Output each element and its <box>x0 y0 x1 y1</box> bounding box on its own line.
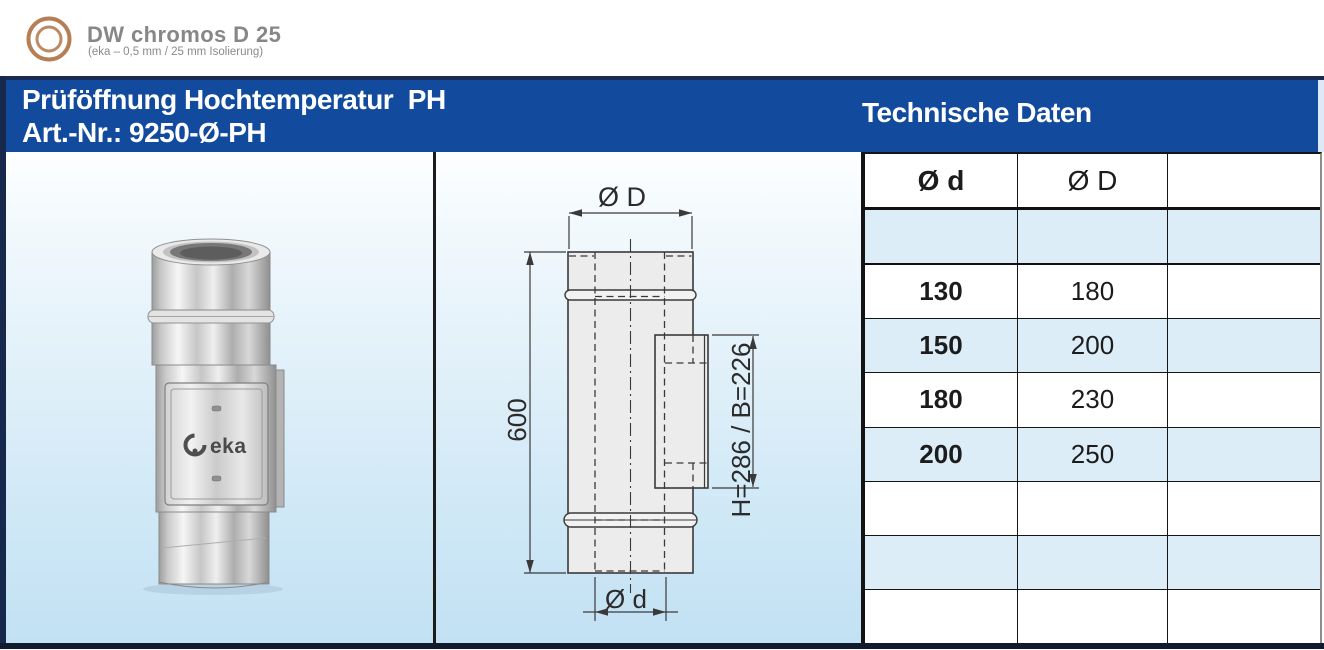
dimension-label-height: 600 <box>502 398 532 442</box>
table-cell <box>865 590 1018 643</box>
table-row <box>865 265 1320 319</box>
dimension-label-inner-diameter: Ø d <box>605 584 647 614</box>
header-edge-strip <box>1318 80 1324 152</box>
inspection-door-outline <box>655 335 708 488</box>
table-cell <box>1168 373 1320 426</box>
brand-rings-icon <box>26 16 72 62</box>
brand-title: DW chromos D 25 <box>87 22 282 47</box>
table-cell <box>865 482 1018 535</box>
table-cell <box>1018 482 1168 535</box>
table-cell <box>865 210 1018 263</box>
photo-panel <box>6 152 433 643</box>
header-titles <box>22 83 446 149</box>
brand-subtitle: (eka – 0,5 mm / 25 mm Isolierung) <box>88 46 264 58</box>
table-cell <box>1168 428 1320 481</box>
table-cell <box>1168 265 1320 318</box>
table-cell: 250 <box>1018 428 1168 481</box>
table-cell: 200 <box>1018 319 1168 372</box>
table-cell <box>1168 319 1320 372</box>
product-title: Prüföffnung Hochtemperatur PH <box>22 84 446 115</box>
technical-data-table <box>861 152 1322 643</box>
table-cell <box>1018 536 1168 589</box>
table-row <box>865 319 1320 373</box>
drawing-panel <box>436 152 861 643</box>
table-cell <box>1168 210 1320 263</box>
table-cell <box>865 536 1018 589</box>
table-row <box>865 536 1320 590</box>
table-cell: 180 <box>865 373 1018 426</box>
table-header-row <box>865 154 1320 210</box>
table-cell <box>1168 536 1320 589</box>
header-bar <box>6 80 1318 152</box>
table-row <box>865 590 1320 643</box>
table-cell: 230 <box>1018 373 1168 426</box>
article-number: Art.-Nr.: 9250-Ø-PH <box>22 117 267 148</box>
table-cell: 130 <box>865 265 1018 318</box>
product-photo-shapes <box>143 239 284 595</box>
table-cell <box>1018 590 1168 643</box>
column-header-outer-diameter: Ø D <box>1018 154 1168 207</box>
table-row <box>865 210 1320 265</box>
table-row <box>865 373 1320 427</box>
table-row <box>865 482 1320 536</box>
eka-logo-text: eka <box>210 435 247 458</box>
table-row <box>865 428 1320 482</box>
table-cell: 180 <box>1018 265 1168 318</box>
table-cell <box>1168 482 1320 535</box>
technical-drawing <box>436 152 861 643</box>
table-cell <box>1018 210 1168 263</box>
column-header-empty <box>1168 154 1320 207</box>
frame-bottom-border <box>0 643 1324 649</box>
table-cell: 150 <box>865 319 1018 372</box>
column-header-inner-diameter: Ø d <box>865 154 1018 207</box>
table-cell <box>1168 590 1320 643</box>
table-cell: 200 <box>865 428 1018 481</box>
dimension-label-outer-diameter: Ø D <box>597 182 647 212</box>
dimension-label-door: H=286 / B=226 <box>726 342 756 518</box>
section-title: Technische Daten <box>862 97 1092 128</box>
product-photo-illustration <box>6 152 433 643</box>
